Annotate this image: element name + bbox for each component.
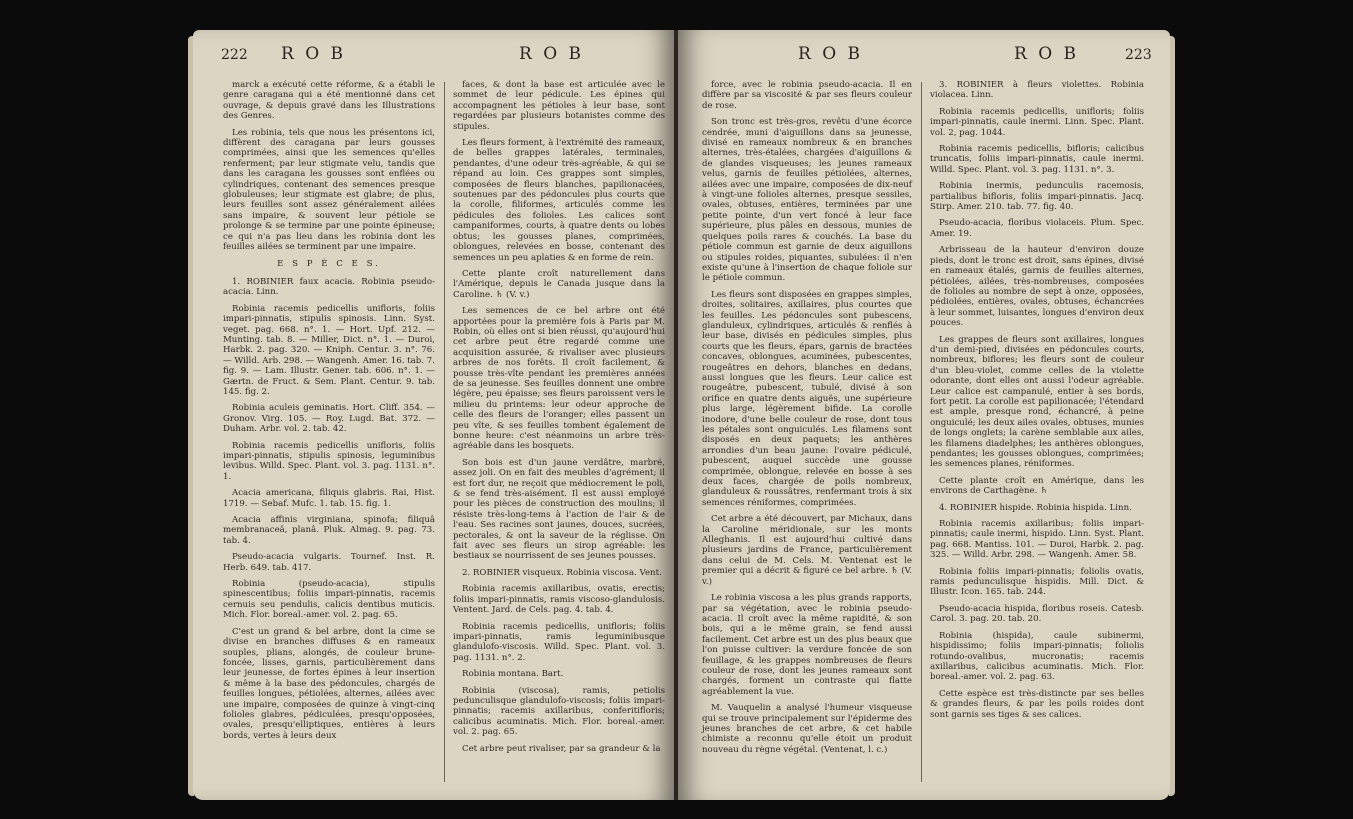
column-rule: [921, 82, 922, 782]
column-rule: [444, 82, 445, 782]
paragraph: Arbrisseau de la hauteur d'environ douze pieds, dont le tronc est droit, sans épines, divisé en rameaux étalés, garnis de feuilles alternes, pétiolées, ailées, très-nombreuses, composées de folioles au nombre de sept à onze, opposées, pédiolées, entières, ovales, obtuses, échancrées à leur sommet, luisantes, longues d'environ deux pouces.: [930, 245, 1144, 329]
paragraph: Les robinia, tels que nous les présentons ici, diffèrent des caragana par leurs gousses comprimées, ainsi que les semences qu'elles renferment; par leur stigmate velu, tandis que dans les caragana les gousses sont enflées ou cylindriques, contenant des semences presque globuleuses; leur stigmate est glabre; de plus, leurs feuilles sont assez généralement ailées sans impaire, & souvent leur pétiole se prolonge & se termine par une pointe épineuse; ce qui n'a pas lieu dans les robinia dont les feuilles ailées se terminent par une impaire.: [223, 127, 435, 253]
left-running-head-2: R O B: [519, 44, 585, 64]
paragraph: 2. ROBINIER visqueux. Robinia viscosa. Vent.: [462, 567, 662, 578]
paragraph: Robinia (hispida), caule subinermi, hispidissimo; foliis impari-pinnatis; foliolis rotundo-ovalibus, mucronatis; racemis axillaribus, calicibus acuminatis. Mich. Flor. boreal.-amer. vol. 2. pag. 63.: [930, 630, 1144, 683]
paragraph: faces, & dont la base est articulée avec le sommet de leur pédicule. Les épines qui accompagnent les pétioles à leur base, sont regardées par plusieurs botanistes comme des stipules.: [453, 80, 665, 132]
paragraph: E S P È C E S.: [277, 258, 381, 269]
paragraph: Robinia racemis axillaribus; foliis impari-pinnatis; caule inermi, hispido. Linn. Syst. Plant. pag. 668. Mantiss. 101. — Duroi, Harbk. 2. pag. 325. — Willd. Arbr. 298. — Wangenh. Amer. 58.: [930, 519, 1144, 561]
paragraph: 1. ROBINIER faux acacia. Robinia pseudo-acacia. Linn.: [223, 276, 435, 298]
paragraph: Cette espèce est très-distincte par ses belles & grandes fleurs, & par les poils roides dont sont garnis ses tiges & ses calices.: [930, 688, 1144, 720]
left-column-1: [223, 80, 435, 747]
paragraph: Les fleurs sont disposées en grappes simples, droites, solitaires, axillaires, plus courtes que les feuilles. Les pédoncules sont pubescens, glanduleux, cylindriques, articulés & renflés à leur base, divisés en pédicules simples, plus courts que les fleurs, épars, garnis de bractées concaves, oblongues, acuminées, pubescentes, rougeâtres en dehors, blanches en dedans, aussi longues que les fleurs. Leur calice est rougeâtre, pubescent, tubulé, divisé à son orifice en quatre dents aiguës, une supérieure plus large, légèrement bifide. La corolle inodore, d'une belle couleur de rose, dont tous les pétales sont onguiculés. Les filamens sont disposés en deux paquets; les anthères arrondies d'un beau jaune: l'ovaire pédiculé, pubescent, auquel succède une gousse comprimée, oblongue, relevée en bosse à ses deux faces, chargée de poils nombreux, glanduleux & roussâtres, renfermant trois à six semences réniformes, comprimées.: [702, 289, 912, 508]
left-column-2: [453, 80, 665, 760]
paragraph: Robinia racemis pedicellis, unifloris; foliis impari-pinnatis, ramis leguminibusque glandulofo-viscosis. Willd. Spec. Plant. vol. 3. pag. 1131. n°. 2.: [453, 621, 665, 663]
paragraph: marck a exécuté cette réforme, & a établi le genre caragana qui a été mentionné dans cet ouvrage, & depuis gravé dans les Illustrations des Genres.: [223, 80, 435, 122]
left-running-head-1: R O B: [281, 44, 347, 64]
paragraph: Cet arbre a été découvert, par Michaux, dans la Caroline méridionale, sur les monts Alleghanis. Il est aujourd'hui cultivé dans plusieurs jardins de France, particulièrement dans celui de M. Cels. M. Ventenat est le premier qui a décrit & figuré ce bel arbre. ♄ (V. v.): [702, 514, 912, 587]
paragraph: Robinia (pseudo-acacia), stipulis spinescentibus; foliis impari-pinnatis, racemis cernuis seu pendulis, calicis dentibus muticis. Mich. Flor. boreal.-amer. vol. 2. pag. 65.: [223, 579, 435, 621]
right-page: [678, 30, 1170, 800]
paragraph: Robinia (viscosa), ramis, petiolis pedunculisque glandulofo-viscosis; foliis impari-pinnatis; racemis axillaribus, conferitifloris; calicibus acuminatis. Mich. Flor. boreal.-amer. vol. 2. pag. 65.: [453, 685, 665, 738]
paragraph: Cet arbre peut rivaliser, par sa grandeur & la: [462, 743, 661, 754]
paragraph: Son bois est d'un jaune verdâtre, marbré, assez joli. On en fait des meubles d'agrément; il est fort dur, ne reçoit que médiocrement le poli, & se fend très-aisément. Il est aussi employé pour les pièces de construction des moulins; il résiste très-long-tems à l'action de l'air & de l'eau. Ses racines sont jaunes, douces, sucrées, pectorales, & ont la saveur de la réglisse. On fait avec ses fleurs un sirop agréable: les bestiaux se nourrissent de ses jeunes pousses.: [453, 457, 665, 562]
paragraph: Acacia affinis virginiana, spinofa; filiquâ membranaceâ, planâ. Pluk. Almag. 9. pag. 73. tab. 4.: [223, 515, 435, 546]
left-page-number: 222: [221, 47, 248, 63]
right-column-2: [930, 80, 1144, 726]
paragraph: Son tronc est très-gros, revêtu d'une écorce cendrée, muni d'aiguillons dans sa jeunesse, divisé en rameaux nombreux & en branches alternes, très-étalées, chargées d'aiguillons & de glandes visqueuses; les jeunes rameaux velus, garnis de feuilles pétiolées, alternes, ailées avec une impaire, composées de dix-neuf à vingt-une folioles alternes, presque sessiles, ovales, obtuses, entières, terminées par une petite pointe, d'un vert foncé à leur face supérieure, plus pâles en dessous, munies de quelques poils rares & couchés. La base du pétiole commun est garnie de deux aiguillons ou stipules roides, piquantes, subulées: il n'en existe qu'une à l'insertion de chaque foliole sur le pétiole commun.: [702, 117, 912, 284]
paragraph: Les grappes de fleurs sont axillaires, longues d'un demi-pied, divisées en pédoncules courts, nombreux, biflores; les fleurs sont de couleur d'un bleu-violet, comme celles de la violette odorante, dont elles ont aussi l'odeur agréable. Leur calice est campanulé, entier à ses bords, fort petit. La corolle est papilionacée; l'étendard est ample, presque rond, échancré, à peine onguiculé; les deux ailes ovales, obtuses, munies de longs onglets; la carène semblable aux ailes, les filamens diadelphes; les anthères oblongues, pendantes; les gousses oblongues, comprimées; les semences planes, réniformes.: [930, 334, 1144, 470]
paragraph: Robinia racemis axillaribus, ovatis, erectis; foliis impari-pinnatis, ramis viscoso-glandulosis. Ventent. Jard. de Cels. pag. 4. tab. 4.: [453, 584, 665, 616]
paragraph: 3. ROBINIER à fleurs violettes. Robinia violacea. Linn.: [930, 80, 1144, 101]
right-page-number: 223: [1125, 47, 1152, 63]
paragraph: Robinia aculeis geminatis. Hort. Cliff. 354. — Gronov. Virg. 105. — Roy. Lugd. Bat. 372. — Duham. Arbr. vol. 2. tab. 42.: [223, 403, 435, 435]
left-page: [193, 30, 674, 800]
paragraph: Acacia americana, filiquis glabris. Rai, Hist. 1719. — Sebaf. Mufc. 1. tab. 15. fig. 1.: [223, 488, 435, 509]
paragraph: Le robinia viscosa a les plus grands rapports, par sa végétation, avec le robinia pseudo-acacia. Il croît avec la même rapidité, & son bois, qui a le même grain, se fend aussi facilement. Cet arbre est un des plus beaux que l'on puisse cultiver: la verdure foncée de son feuillage, & les grappes nombreuses de fleurs couleur de rose, dont les jeunes rameaux sont chargés, forment un contraste qui flatte agréablement la vue.: [702, 593, 912, 697]
paragraph: Les semences de ce bel arbre ont été apportées pour la première fois à Paris par M. Robin, où elles ont si bien réussi, qu'aujourd'hui cet arbre peut être regardé comme une acquisition assurée, & rivaliser avec plusieurs arbres de nos forêts. Il croît facilement, & pousse très-vîte pendant les premières années de sa jeunesse. Ses feuilles donnent une ombre légère, peu épaisse; ses fleurs paroissent vers le milieu du printems: leur odeur approche de celle des fleurs de l'oranger; elles passent un peu vîte, & ses feuilles tombent également de bonne heure: c'est néanmoins un arbre très-agréable dans les bosquets.: [453, 306, 665, 452]
paragraph: force, avec le robinia pseudo-acacia. Il en diffère par sa viscosité & par ses fleurs couleur de rose.: [702, 80, 912, 111]
right-running-head-2: R O B: [1014, 44, 1080, 64]
paragraph: C'est un grand & bel arbre, dont la cime se divise en branches diffuses & en rameaux souples, plians, alongés, de couleur brune-foncée, lisses, garnis, particulièrement dans leur jeunesse, de fortes épines à leur insertion & même à la base des pédoncules, chargés de feuilles longues, pétiolées, alternes, ailées avec une impaire, composées de quinze à vingt-cinq folioles glabres, pédiculées, presqu'opposées, ovales, presqu'elliptiques, entières à leurs bords, vertes à leurs deux: [223, 626, 435, 741]
paragraph: Cette plante croît en Amérique, dans les environs de Carthagène. ♄: [930, 475, 1144, 497]
paragraph: Robinia inermis, pedunculis racemosis, partialibus bifloris, foliis impari-pinnatis. Jacq. Stirp. Amer. 210. tab. 77. fig. 40.: [930, 181, 1144, 213]
paragraph: M. Vauquelin a analysé l'humeur visqueuse qui se trouve principalement sur l'épiderme des jeunes branches de cet arbre, & cet habile chimiste a reconnu qu'elle étoit un produit nouveau du règne végétal. (Ventenat, l. c.): [702, 703, 912, 755]
paragraph: Robinia racemis pedicellis, bifloris; calicibus truncatis, foliis impari-pinnatis, caule inermi. Willd. Spec. Plant. vol. 3. pag. 1131. n°. 3.: [930, 144, 1144, 175]
paragraph: Pseudo-acacia, floribus violaceis. Plum. Spec. Amer. 19.: [930, 218, 1144, 239]
paragraph: Robinia racemis pedicellis unifloris, foliis impari-pinnatis, stipulis spinosis, leguminibus levibus. Willd. Spec. Plant. vol. 3. pag. 1131. n°. 1.: [223, 440, 435, 482]
paragraph: Robinia racemis pedicellis unifloris, foliis impari-pinnatis, stipulis spinosis. Linn. Syst. veget. pag. 668. n°. 1. — Hort. Upf. 212. — Munting. tab. 8. — Miller, Dict. n°. 1. — Duroi, Harbk. 2. pag. 320. — Kniph. Centur. 3. n°. 76. — Willd. Arb. 298. — Wangenh. Amer. 16. tab. 7. fig. 9. — Lam. Illustr. Gener. tab. 606. n°. 1. — Gærtn. de Fruct. & Sem. Plant. Centur. 9. tab. 145. fig. 2.: [223, 303, 435, 397]
paragraph: Pseudo-acacia hispida, floribus roseis. Catesb. Carol. 3. pag. 20. tab. 20.: [930, 603, 1144, 625]
right-column-1: [702, 80, 912, 761]
right-running-head-1: R O B: [798, 44, 864, 64]
paragraph: Pseudo-acacia vulgaris. Tournef. Inst. R. Herb. 649. tab. 417.: [223, 552, 435, 573]
paragraph: Robinia foliis impari-pinnatis; foliolis ovatis, ramis pedunculisque hispidis. Mill. Dict. & Illustr. Icon. 165. tab. 244.: [930, 566, 1144, 598]
paragraph: Robinia montana. Bart.: [462, 669, 564, 680]
paragraph: Cette plante croît naturellement dans l'Amérique, depuis le Canada jusque dans la Caroline. ♄ (V. v.): [453, 268, 665, 300]
paragraph: 4. ROBINIER hispide. Robinia hispida. Linn.: [939, 502, 1132, 513]
paragraph: Robinia racemis pedicellis, unifloris; foliis impari-pinnatis, caule inermi. Linn. Spec. Plant. vol. 2, pag. 1044.: [930, 106, 1144, 138]
paragraph: Les fleurs forment, à l'extrémité des rameaux, de belles grappes latérales, terminales, pendantes, d'une odeur très-agréable, & qui se répand au loin. Ces grappes sont simples, composées de fleurs blanches, papilionacées, soutenues par des pédoncules plus courts que la corolle, filiformes, articulés comme les pédicules des folioles. Les calices sont campaniformes, courts, à quatre dents ou lobes obtus; les gousses planes, comprimées, oblongues, relevées en bosse, contenant des semences un peu aplaties & en forme de rein.: [453, 138, 665, 263]
